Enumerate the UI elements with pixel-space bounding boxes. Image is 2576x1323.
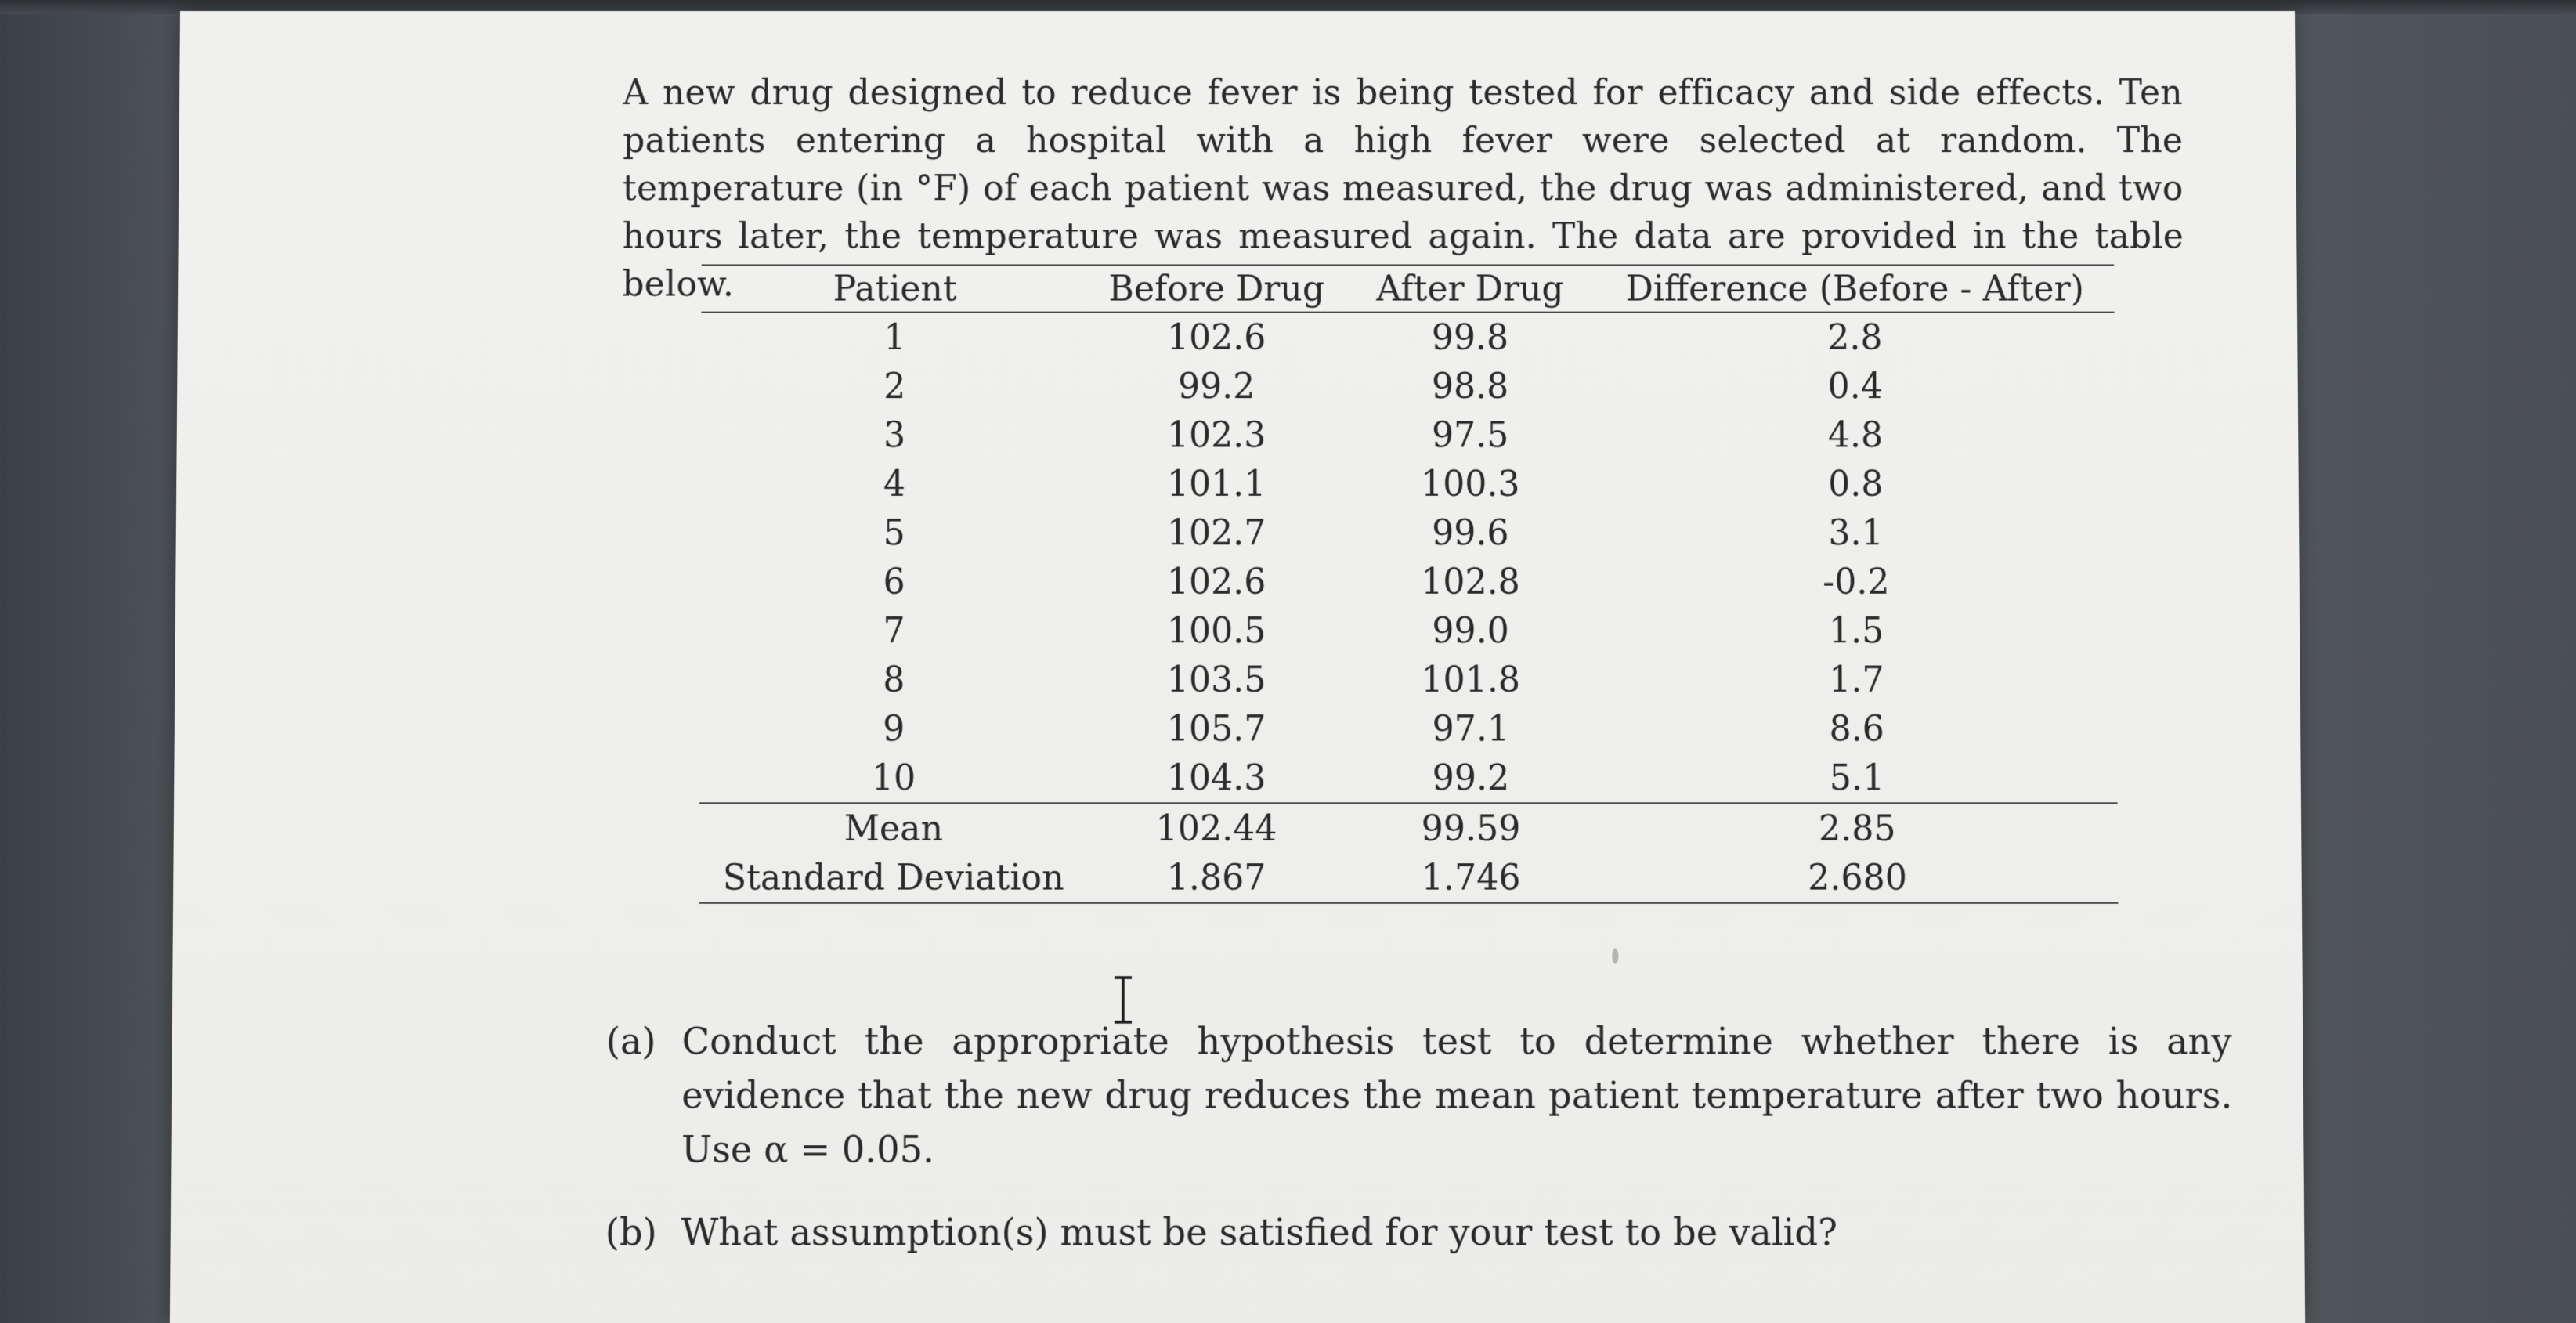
cell-after: 98.8 [1431, 366, 1509, 407]
paper-speck [1610, 946, 1620, 967]
table-row [700, 460, 2115, 508]
cell-before: 102.6 [1166, 561, 1266, 602]
header-difference: Difference (Before - After) [1595, 265, 2115, 312]
cell-before: 102.6 [1167, 317, 1266, 358]
cell-difference: 4.8 [1827, 414, 1884, 456]
cell-patient: 2 [883, 366, 906, 407]
cell-before: 103.5 [1166, 659, 1266, 700]
table-row [700, 508, 2115, 557]
question-a [605, 1014, 2233, 1177]
cell-after: 99.2 [1432, 757, 1510, 798]
table-body [699, 313, 2118, 804]
table-row [701, 313, 2115, 362]
summary-row-std-dev [699, 853, 2118, 903]
cell-before: 100.5 [1166, 610, 1266, 651]
cell-patient: 7 [883, 610, 905, 651]
cell-after: 99.0 [1432, 610, 1509, 651]
cell-patient: 9 [883, 708, 905, 750]
question-b-label: (b) [605, 1210, 657, 1254]
cell-difference: 5.1 [1829, 757, 1885, 798]
summary-label: Standard Deviation [699, 853, 1087, 903]
summary-after: 99.59 [1345, 803, 1596, 853]
cell-patient: 10 [871, 757, 916, 798]
problem-intro: A new drug designed to reduce fever is being tested for efficacy and side effects. Ten patients entering a hospital with a high fever were selected at random. The temperature (in °F) of each patient was measured, the drug was administered, and two hours later, the temperature was measured again. The data are provided in the table below. [622, 72, 2184, 305]
cell-patient: 6 [883, 561, 905, 602]
cell-difference: 0.4 [1827, 366, 1883, 407]
summary-before: 1.867 [1088, 853, 1346, 903]
cell-before: 101.1 [1167, 464, 1266, 504]
question-a-text: Conduct the appropriate hypothesis test to determine whether there is any evidence that the new drug reduces the mean patient temperature after two hours. Use α = 0.05. [681, 1019, 2233, 1171]
table-row [701, 362, 2115, 410]
text-cursor-icon [1110, 975, 1136, 1025]
cell-after: 97.1 [1432, 708, 1510, 750]
cell-patient: 8 [883, 659, 905, 700]
table-summary [699, 803, 2118, 903]
cell-after: 99.8 [1431, 317, 1509, 358]
cell-patient: 4 [883, 464, 906, 504]
cell-difference: 1.7 [1829, 659, 1884, 700]
header-after-drug: After Drug [1345, 265, 1595, 312]
table-row [699, 655, 2116, 704]
table-row [699, 704, 2117, 754]
cell-patient: 3 [883, 414, 906, 456]
temperature-table [699, 264, 2118, 903]
cell-after: 101.8 [1421, 659, 1521, 700]
summary-label: Mean [699, 803, 1088, 853]
cell-difference: -0.2 [1823, 561, 1890, 602]
cell-patient: 1 [883, 317, 906, 358]
table-row [700, 606, 2117, 656]
table-header-row [701, 265, 2114, 312]
cell-after: 99.6 [1432, 512, 1509, 553]
cell-before: 102.3 [1167, 414, 1266, 456]
summary-row-mean [699, 803, 2118, 853]
cell-after: 102.8 [1421, 561, 1520, 602]
header-patient: Patient [701, 265, 1088, 312]
cell-difference: 1.5 [1828, 610, 1884, 651]
question-b [605, 1205, 2234, 1259]
document-page [170, 11, 2305, 1323]
table-row [700, 557, 2116, 605]
cell-before: 99.2 [1178, 366, 1255, 407]
question-a-label: (a) [605, 1019, 656, 1063]
table-row [699, 754, 2118, 804]
table-row [701, 410, 2115, 459]
cell-difference: 0.8 [1828, 464, 1884, 504]
cell-difference: 8.6 [1829, 708, 1885, 750]
summary-after: 1.746 [1346, 853, 1598, 903]
cell-after: 97.5 [1432, 414, 1509, 456]
cell-difference: 3.1 [1828, 512, 1884, 553]
cell-before: 105.7 [1166, 708, 1266, 750]
question-b-text: What assumption(s) must be satisfied for your test to be valid? [681, 1210, 1838, 1254]
cell-before: 102.7 [1166, 512, 1266, 553]
header-before-drug: Before Drug [1089, 265, 1345, 312]
cell-after: 100.3 [1421, 464, 1520, 504]
cell-before: 104.3 [1166, 757, 1266, 798]
cell-difference: 2.8 [1827, 317, 1883, 358]
summary-difference: 2.85 [1597, 803, 2118, 853]
summary-before: 102.44 [1088, 803, 1346, 853]
cell-patient: 5 [883, 512, 905, 553]
summary-difference: 2.680 [1597, 853, 2119, 903]
